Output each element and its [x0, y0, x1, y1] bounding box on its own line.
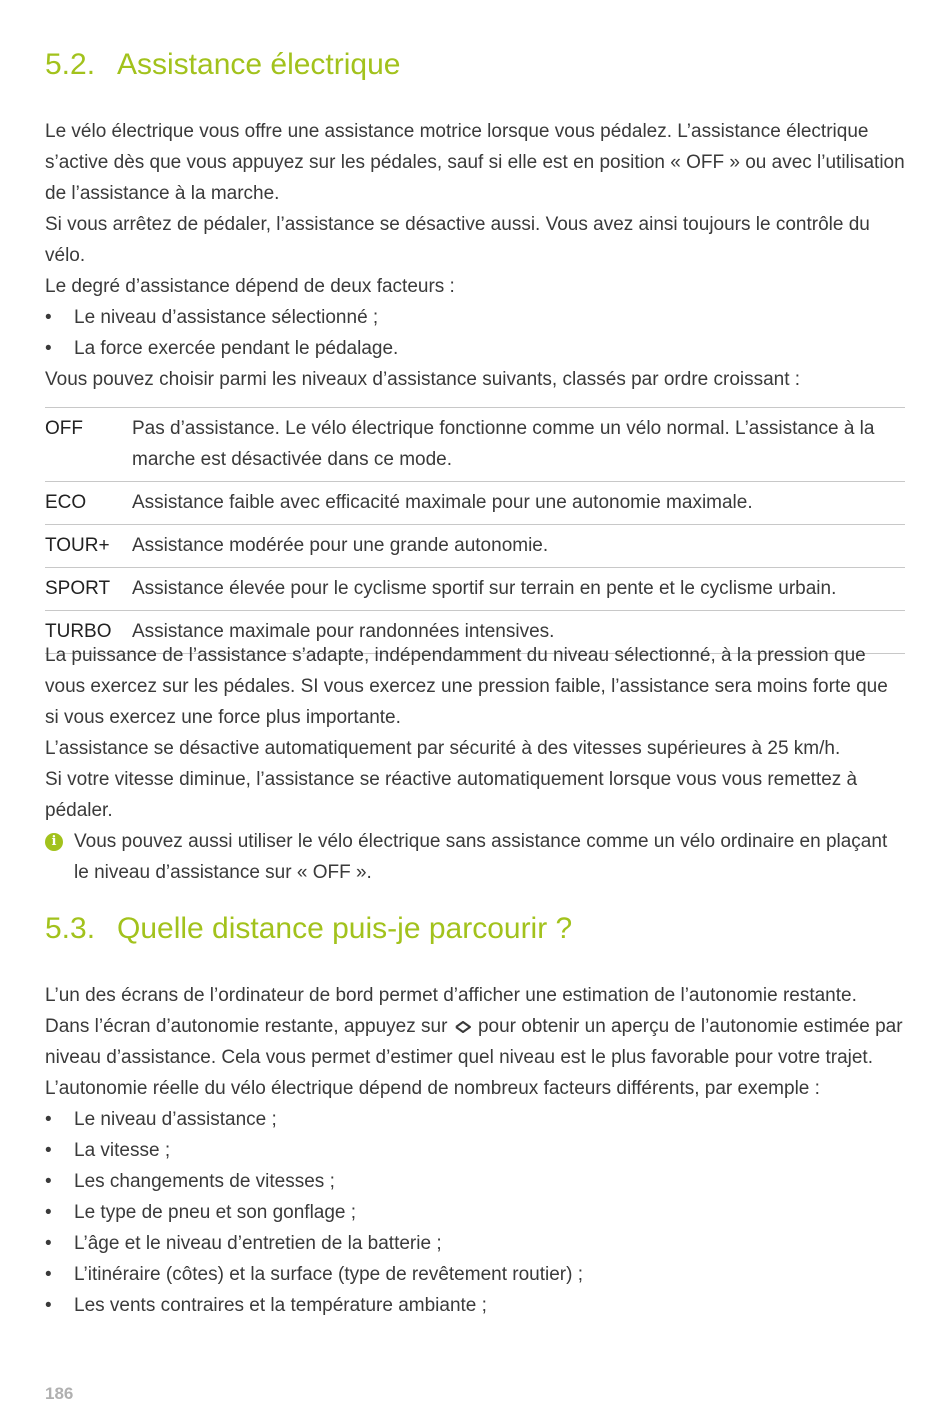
paragraph: La puissance de l’assistance s’adapte, indépendamment du niveau sélectionné, à la pression que vous exercez sur les pédales. SI vous exercez une pression faible, l’assistance sera moins forte que si vous exercez une force plus importante. [45, 645, 888, 728]
info-icon: i [45, 833, 63, 851]
list-item: • La force exercée pendant le pédalage. [45, 333, 905, 364]
list-item: • Les vents contraires et la température ambiante ; [45, 1290, 905, 1321]
section-5-3-body [45, 980, 905, 1321]
section-heading-5-2 [45, 47, 400, 83]
bullet-list [45, 302, 905, 364]
section-number: 5.3. [45, 912, 96, 945]
table-row [45, 568, 905, 611]
table-row [45, 408, 905, 482]
level-description: Assistance maximale pour randonnées intensives. [132, 611, 905, 654]
bullet: • [45, 307, 52, 328]
paragraph: Dans l’écran d’autonomie restante, appuyez sur pour obtenir un aperçu de l’autonomie estimée par niveau d’assistance. Cela vous permet d’estimer quel niveau est le plus favorable pour votre trajet. [45, 1016, 903, 1068]
level-name: OFF [45, 408, 132, 482]
section-5-2-details [45, 640, 905, 888]
list-item: • L’âge et le niveau d’entretien de la batterie ; [45, 1228, 905, 1259]
paragraph: L’assistance se désactive automatiquement par sécurité à des vitesses supérieures à 25 km/h. [45, 738, 841, 759]
list-item: • Le niveau d’assistance ; [45, 1104, 905, 1135]
bullet: • [45, 1109, 52, 1130]
assistance-levels-table [45, 407, 905, 654]
paragraph: Si votre vitesse diminue, l’assistance se réactive automatiquement lorsque vous vous remettez à pédaler. [45, 769, 858, 821]
level-name: ECO [45, 482, 132, 525]
paragraph: Le vélo électrique vous offre une assistance motrice lorsque vous pédalez. L’assistance électrique s’active dès que vous appuyez sur les pédales, sauf si elle est en position « OFF » ou avec l’utilisation de l’assistance à la marche. [45, 121, 905, 204]
level-description: Pas d’assistance. Le vélo électrique fonctionne comme un vélo normal. L’assistance à la marche est désactivée dans ce mode. [132, 408, 905, 482]
level-name: TOUR+ [45, 525, 132, 568]
page-number: 186 [45, 1384, 74, 1403]
table-row [45, 482, 905, 525]
bullet: • [45, 338, 52, 359]
level-description: Assistance faible avec efficacité maximale pour une autonomie maximale. [132, 482, 905, 525]
level-description: Assistance élevée pour le cyclisme sportif sur terrain en pente et le cyclisme urbain. [132, 568, 905, 611]
section-heading-5-3 [45, 911, 572, 947]
paragraph: Si vous arrêtez de pédaler, l’assistance se désactive aussi. Vous avez ainsi toujours le contrôle du vélo. [45, 214, 870, 266]
list-item: • L’itinéraire (côtes) et la surface (type de revêtement routier) ; [45, 1259, 905, 1290]
list-item: • La vitesse ; [45, 1135, 905, 1166]
paragraph: Le degré d’assistance dépend de deux facteurs : [45, 276, 455, 297]
bullet-list [45, 1104, 905, 1321]
section-title: Assistance électrique [117, 48, 401, 81]
bullet: • [45, 1140, 52, 1161]
list-item: • Le type de pneu et son gonflage ; [45, 1197, 905, 1228]
bullet: • [45, 1264, 52, 1285]
level-description: Assistance modérée pour une grande autonomie. [132, 525, 905, 568]
bullet: • [45, 1171, 52, 1192]
level-name: TURBO [45, 611, 132, 654]
level-name: SPORT [45, 568, 132, 611]
bullet: • [45, 1295, 52, 1316]
paragraph: L’un des écrans de l’ordinateur de bord permet d’afficher une estimation de l’autonomie restante. [45, 985, 857, 1006]
note-text: Vous pouvez aussi utiliser le vélo électrique sans assistance comme un vélo ordinaire en plaçant le niveau d’assistance sur « OFF ». [74, 831, 888, 883]
section-title: Quelle distance puis-je parcourir ? [117, 912, 573, 945]
paragraph: Vous pouvez choisir parmi les niveaux d’assistance suivants, classés par ordre croissant : [45, 369, 801, 390]
table-row [45, 525, 905, 568]
section-number: 5.2. [45, 48, 96, 81]
section-5-2-intro [45, 116, 905, 395]
chevron-up-down-icon [453, 1020, 473, 1034]
paragraph: L’autonomie réelle du vélo électrique dépend de nombreux facteurs différents, par exemple : [45, 1078, 820, 1099]
bullet: • [45, 1202, 52, 1223]
list-item: • Les changements de vitesses ; [45, 1166, 905, 1197]
info-note [45, 826, 905, 888]
list-item: • Le niveau d’assistance sélectionné ; [45, 302, 905, 333]
bullet: • [45, 1233, 52, 1254]
